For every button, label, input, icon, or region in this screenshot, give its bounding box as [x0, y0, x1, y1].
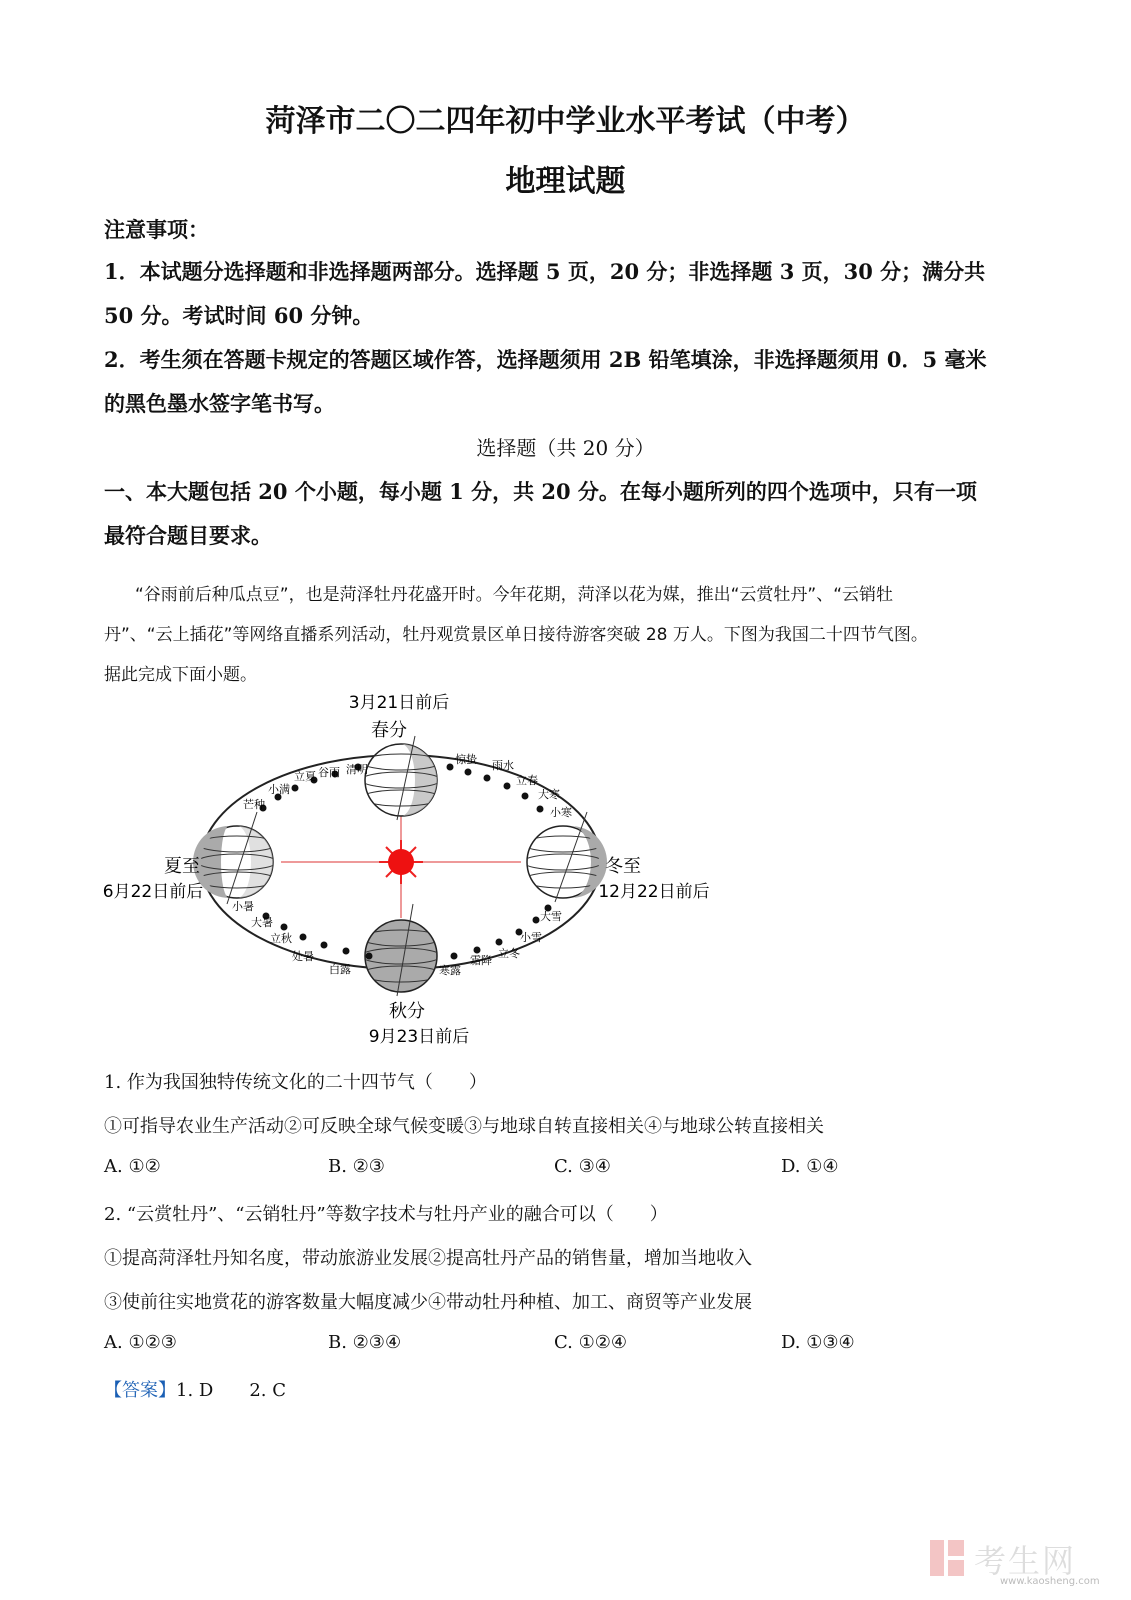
q1-option-c[interactable]: C. ③④: [554, 1156, 611, 1177]
q2-option-c[interactable]: C. ①②④: [554, 1332, 627, 1353]
term-hanlu: 寒露: [439, 964, 461, 977]
earth-spring-equinox: [361, 736, 441, 820]
term-xiaoxue: 小雪: [520, 931, 542, 944]
question-1-stem: 1. 作为我国独特传统文化的二十四节气（ ）: [104, 1072, 487, 1093]
earth-winter-solstice: [523, 812, 607, 902]
spring-name: 春分: [371, 720, 407, 741]
term-jingzhe: 惊蛰: [455, 753, 477, 766]
notice-item-1: 1．本试题分选择题和非选择题两部分。选择题 5 页，20 分；非选择题 3 页，30 分；满分共: [104, 259, 986, 284]
sun-icon: [379, 840, 423, 884]
question-2-stem: 2. “云赏牡丹”、“云销牡丹”等数字技术与牡丹产业的融合可以（ ）: [104, 1204, 668, 1225]
q2-option-d[interactable]: D. ①③④: [781, 1332, 855, 1353]
term-xiaoshu: 小暑: [232, 900, 254, 913]
q1-option-a[interactable]: A. ①②: [104, 1156, 161, 1177]
term-shuangjiang: 霜降: [470, 954, 492, 967]
q2-option-a[interactable]: A. ①②③: [104, 1332, 177, 1353]
watermark-brand: 考生网: [974, 1542, 1077, 1580]
term-lichun: 立春: [516, 774, 538, 787]
section-instructions: 一、本大题包括 20 个小题，每小题 1 分，共 20 分。在每小题所列的四个选项中，只有一项: [104, 479, 977, 504]
notice-item-1-cont: 50 分。考试时间 60 分钟。: [104, 303, 374, 328]
term-daxue: 大雪: [540, 910, 562, 923]
term-liqiu: 立秋: [270, 932, 292, 945]
watermark-site: www.kaosheng.com: [1000, 1576, 1100, 1587]
winter-date: 12月22日前后: [598, 882, 710, 902]
q2-option-b[interactable]: B. ②③④: [328, 1332, 402, 1353]
notice-item-2: 2．考生须在答题卡规定的答题区域作答，选择题须用 2B 铅笔填涂，非选择题须用 0．5 毫米: [104, 347, 987, 372]
answer-text: 1. D 2. C: [176, 1380, 286, 1401]
term-bailu: 白露: [329, 963, 351, 976]
summer-name: 夏至: [164, 856, 200, 877]
term-lixia: 立夏: [294, 770, 316, 783]
notice-heading: 注意事项：: [104, 217, 209, 242]
notice-item-2-cont: 的黑色墨水签字笔书写。: [104, 391, 335, 416]
context-paragraph-cont: 丹”、“云上插花”等网络直播系列活动，牡丹观赏景区单日接待游客突破 28 万人。下图为我国二十四节气图。: [104, 625, 928, 645]
autumn-name: 秋分: [389, 1001, 425, 1022]
term-dahan: 大寒: [538, 788, 560, 801]
q1-option-d[interactable]: D. ①④: [781, 1156, 839, 1177]
context-paragraph: “谷雨前后种瓜点豆”，也是菏泽牡丹花盛开时。今年花期，菏泽以花为媒，推出“云赏牡丹”、“云销牡: [135, 585, 894, 605]
question-1-statements: ①可指导农业生产活动②可反映全球气候变暖③与地球自转直接相关④与地球公转直接相关: [104, 1116, 824, 1137]
winter-name: 冬至: [605, 856, 641, 877]
term-qingming: 清明: [346, 763, 368, 776]
summer-date: 6月22日前后: [102, 882, 204, 902]
term-xiaohan: 小寒: [550, 806, 572, 819]
solar-terms-diagram: [96, 680, 736, 1060]
exam-subtitle: 地理试题: [505, 164, 626, 199]
watermark-logo-icon: [928, 1536, 968, 1580]
context-paragraph-end: 据此完成下面小题。: [104, 665, 257, 685]
term-xiaoman: 小满: [268, 783, 290, 796]
earth-summer-solstice: [193, 812, 277, 904]
question-2-statements-1: ①提高菏泽牡丹知名度，带动旅游业发展②提高牡丹产品的销售量，增加当地收入: [104, 1248, 752, 1269]
q1-option-b[interactable]: B. ②③: [328, 1156, 385, 1177]
term-yushui: 雨水: [492, 759, 514, 772]
section-title: 选择题（共 20 分）: [476, 436, 655, 460]
spring-date: 3月21日前后: [348, 693, 450, 713]
term-guyu: 谷雨: [318, 766, 340, 779]
answer-label: 【答案】: [104, 1380, 176, 1401]
autumn-date: 9月23日前后: [368, 1027, 470, 1047]
term-dashu: 大暑: [251, 916, 273, 929]
exam-title: 菏泽市二〇二四年初中学业水平考试（中考）: [265, 104, 866, 139]
question-2-statements-2: ③使前往实地赏花的游客数量大幅度减少④带动牡丹种植、加工、商贸等产业发展: [104, 1292, 752, 1313]
answer-line: [104, 1376, 286, 1402]
term-mangzhong: 芒种: [243, 798, 265, 811]
term-lidong: 立冬: [498, 947, 520, 960]
section-instructions-cont: 最符合题目要求。: [104, 523, 272, 548]
term-chushu: 处暑: [292, 950, 314, 963]
